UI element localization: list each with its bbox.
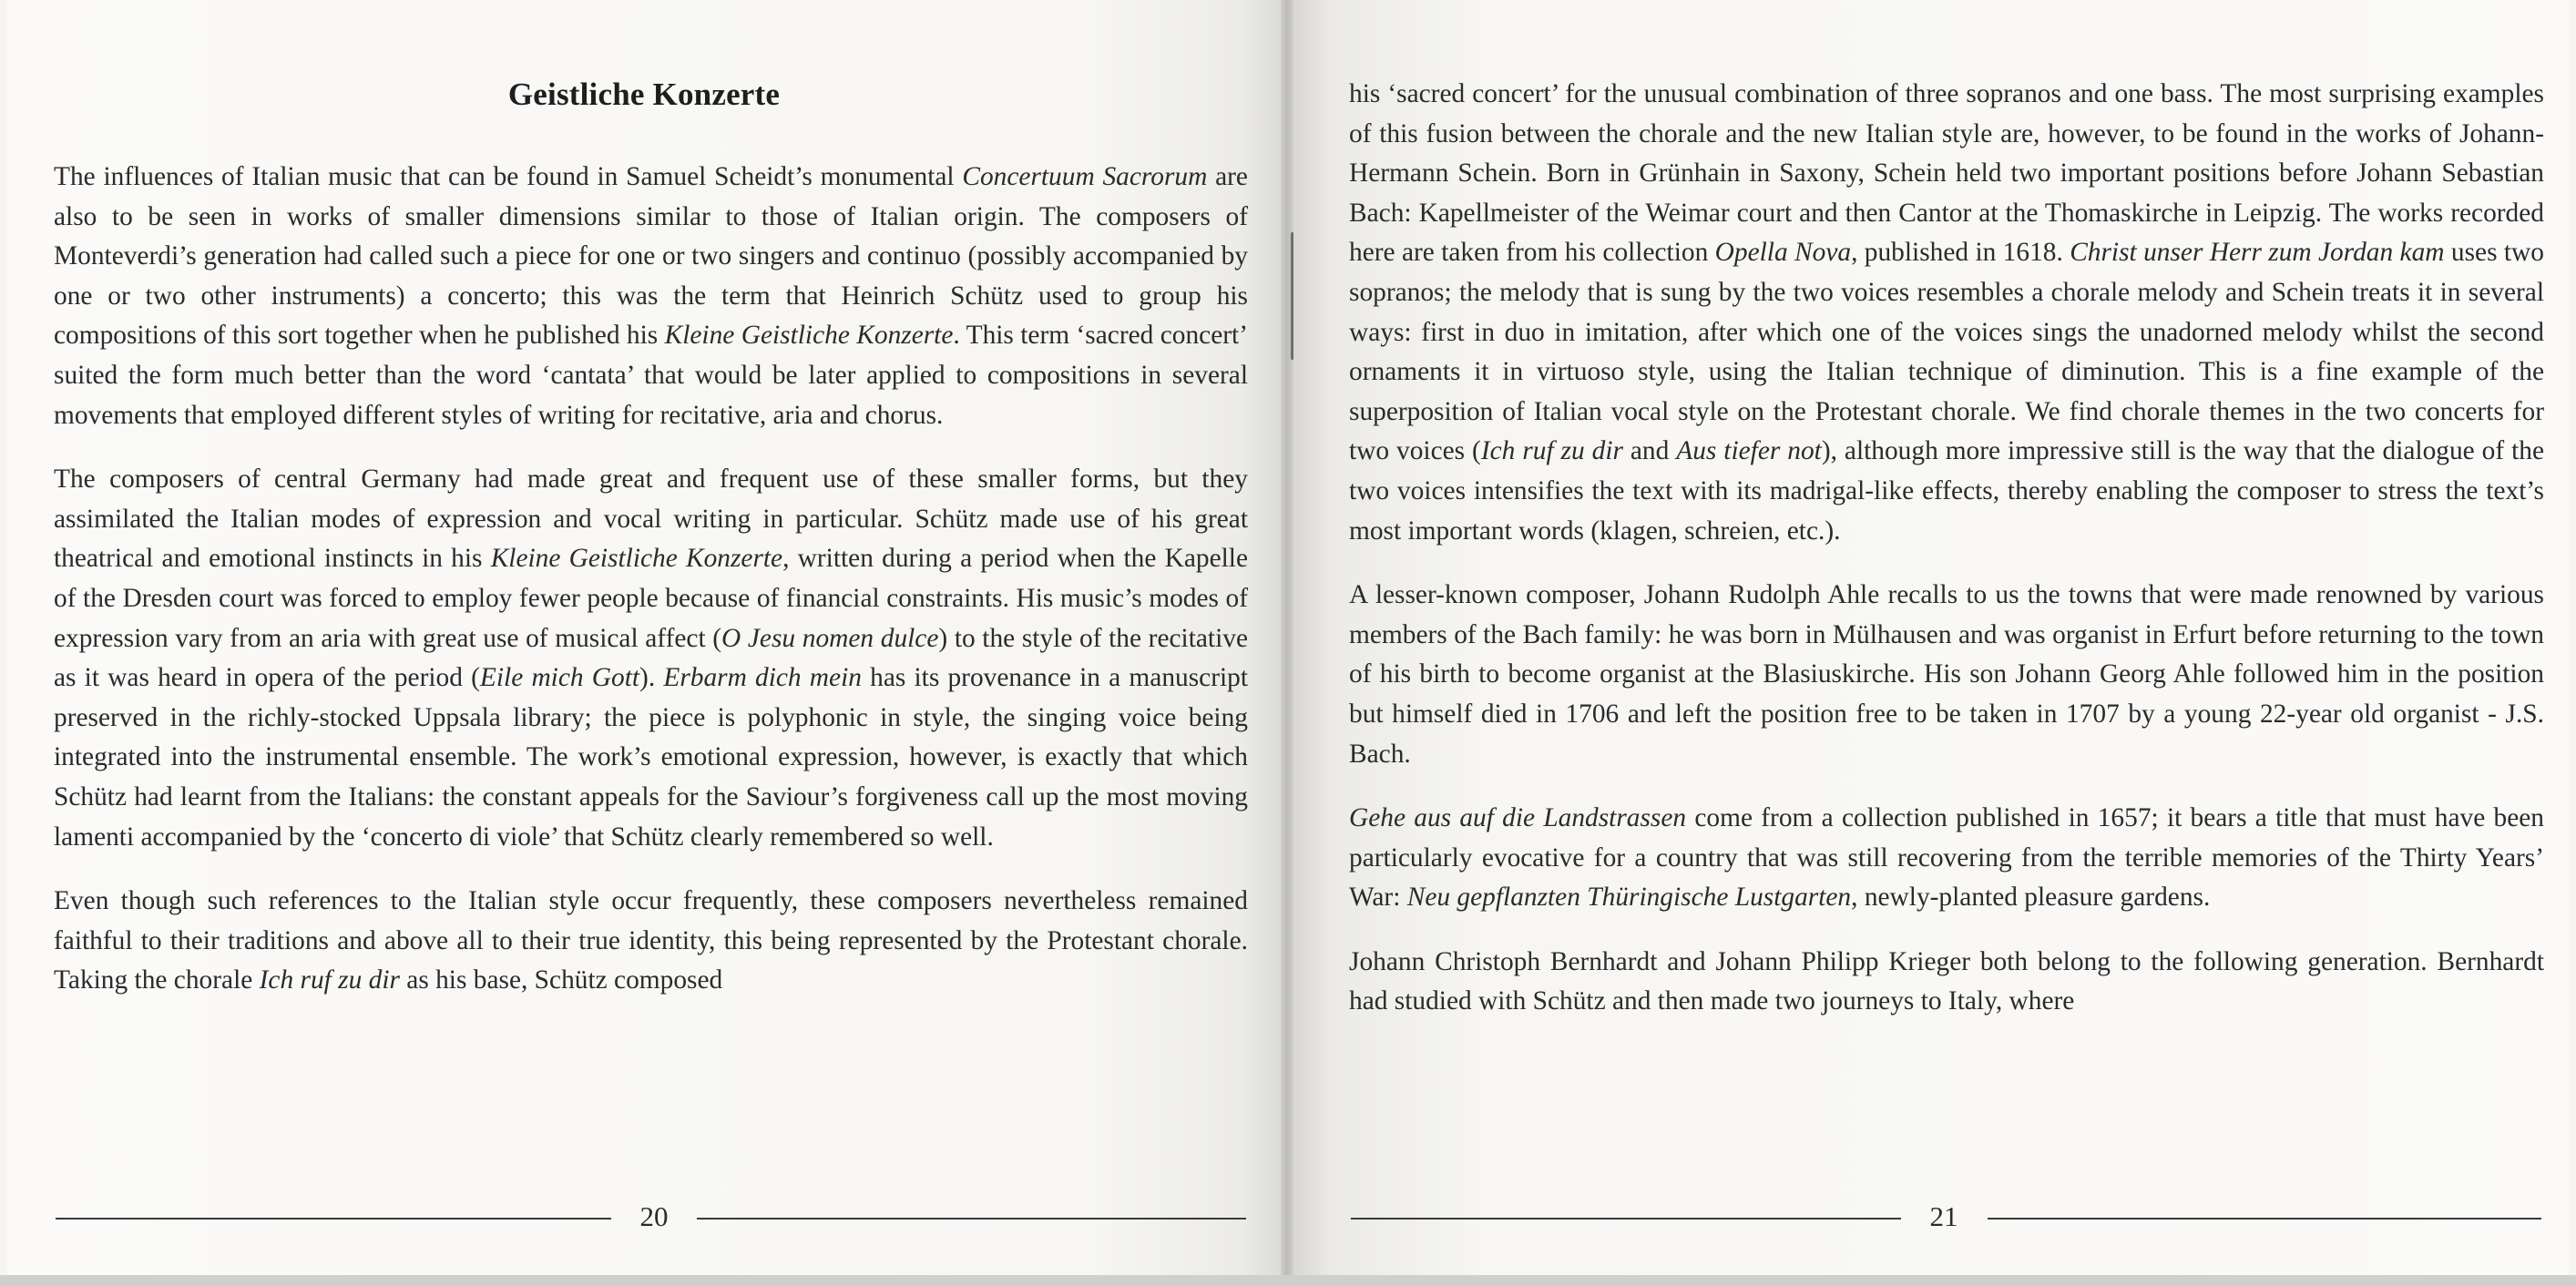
italic-title: Aus tiefer not bbox=[1676, 436, 1822, 466]
section-heading: Geistliche Konzerte bbox=[507, 77, 781, 112]
paragraph bbox=[1349, 576, 2544, 774]
footer-rule bbox=[1988, 1218, 2541, 1220]
text-run: ), although more impressive still is the way that the dialogue of the two voices intensifies the text with its madrigal-like effects, thereby enabling the composer to stress the text’s most important words (klagen, schreien, etc.). bbox=[1349, 436, 2544, 546]
text-run: ). bbox=[639, 663, 664, 693]
italic-title: O Jesu nomen dulce bbox=[721, 623, 939, 653]
text-run: , written during a period when the Kapelle of the Dresden court was forced to employ fewer people because of financial constraints. His music’s modes of expression vary from an aria with great use of musical affect ( bbox=[54, 544, 1248, 653]
book-gutter bbox=[1281, 0, 1293, 1275]
italic-title: Neu gepflanzten Thüringische Lustgarten bbox=[1406, 883, 1852, 913]
paragraph bbox=[1349, 799, 2544, 918]
italic-title: Ich ruf zu dir bbox=[1480, 436, 1623, 466]
right-page bbox=[1293, 0, 2569, 1275]
text-run: uses two sopranos; the melody that is sung by the two voices resembles a chorale melody and Schein treats it in several ways: first in duo in imitation, after which one of the voices sings the unadorned melody whilst the second ornaments it in virtuoso style, using the Italian technique of diminution. This is a fine example of the superposition of Italian vocal style on the Protestant chorale. We find chorale themes in the two concerts for two voices ( bbox=[1349, 238, 2544, 466]
italic-title: Ich ruf zu dir bbox=[259, 965, 400, 995]
page-number: 20 bbox=[639, 1200, 669, 1232]
paragraph bbox=[54, 158, 1248, 435]
text-run: ) to the style of the recitative as it was heard in opera of the period ( bbox=[54, 623, 1248, 693]
italic-title: Opella Nova bbox=[1714, 238, 1852, 268]
italic-title: Erbarm dich mein bbox=[663, 663, 862, 693]
text-run: and bbox=[1622, 436, 1677, 466]
text-run: , newly-planted pleasure gardens. bbox=[1851, 883, 2211, 913]
paragraph bbox=[1349, 75, 2544, 551]
paragraph bbox=[54, 882, 1248, 1001]
italic-title: Eile mich Gott bbox=[479, 663, 640, 693]
italic-title: Concertuum Sacrorum bbox=[962, 162, 1208, 191]
footer-rule bbox=[1351, 1218, 1901, 1220]
italic-title: Kleine Geistliche Konzerte bbox=[664, 321, 954, 351]
paragraph bbox=[54, 460, 1248, 857]
italic-title: Gehe aus auf die Landstrassen bbox=[1349, 803, 1687, 833]
text-run: come from a collection published in 1657; it bears a title that must have been particularly evocative for a country that was still recovering from the terrible memories of the Thirty Years’ War: bbox=[1349, 803, 2544, 913]
text-run: has its provenance in a manuscript preserved in the richly-stocked Uppsala library; the piece is polyphonic in style, the singing voice being integrated into the instrumental ensemble. The work’s emotional expression, however, is exactly that which Schütz had learnt from the Italians: the constant appeals for the Saviour’s forgiveness call up the most moving lamenti accompanied by the ‘concerto di viole’ that Schütz clearly remembered so well. bbox=[54, 663, 1249, 852]
italic-title: Christ unser Herr zum Jordan kam bbox=[2070, 238, 2445, 268]
text-run: The influences of Italian music that can be found in Samuel Scheidt’s monumental bbox=[54, 162, 963, 191]
footer-rule bbox=[56, 1218, 611, 1220]
text-run: Johann Christoph Bernhardt and Johann Philipp Krieger both belong to the following generation. Bernhardt had studied with Schütz and then made two journeys to Italy, where bbox=[1349, 946, 2544, 1016]
text-run: Even though such references to the Italian style occur frequently, these composers nevertheless remained faithful to their traditions and above all to their true identity, this being represented by the Protestant chorale. Taking the chorale bbox=[54, 886, 1248, 995]
text-run: as his base, Schütz composed bbox=[399, 965, 723, 995]
text-run: The composers of central Germany had made great and frequent use of these smaller forms, but they assimilated the Italian modes of expression and vocal writing in particular. Schütz made use of his great theatrical and emotional instincts in his bbox=[54, 464, 1248, 574]
italic-title: Kleine Geistliche Konzerte bbox=[490, 544, 783, 574]
text-run: are also to be seen in works of smaller dimensions similar to those of Italian origin. The composers of Monteverdi’s generation had called such a piece for one or two singers and continuo (possibly accompanied by one or two other instruments) a concerto; this was the term that Heinrich Schütz used to group his compositions of this sort together when he published his bbox=[54, 162, 1248, 351]
scan-edge bbox=[0, 1275, 2576, 1286]
text-run: his ‘sacred concert’ for the unusual combination of three sopranos and one bass. The most surprising examples of this fusion between the chorale and the new Italian style are, however, to be found in the works of Johann-Hermann Schein. Born in Grünhain in Saxony, Schein held two important positions before Johann Sebastian Bach: Kapellmeister of the Weimar court and then Cantor at the Thomaskirche in Leipzig. The works recorded here are taken from his collection bbox=[1349, 79, 2544, 268]
text-run: A lesser-known composer, Johann Rudolph Ahle recalls to us the towns that were made renowned by various members of the Bach family: he was born in Mülhausen and was organist in Erfurt before returning to the town of his birth to become organist at the Blasiuskirche. His son Johann Georg Ahle followed him in the position but himself died in 1706 and left the position free to be taken in 1707 by a young 22-year old organist - J.S. Bach. bbox=[1349, 580, 2544, 769]
paragraph bbox=[1349, 943, 2544, 1022]
left-page-body bbox=[54, 158, 1248, 1026]
text-run: , published in 1618. bbox=[1851, 238, 2070, 268]
page-number: 21 bbox=[1929, 1200, 1958, 1232]
left-page bbox=[7, 0, 1281, 1275]
right-page-body bbox=[1349, 75, 2544, 1046]
footer-rule bbox=[697, 1218, 1246, 1220]
text-run: . This term ‘sacred concert’ suited the form much better than the word ‘cantata’ that would be later applied to compositions in several movements that employed different styles of writing for recitative, aria and chorus. bbox=[54, 321, 1249, 430]
